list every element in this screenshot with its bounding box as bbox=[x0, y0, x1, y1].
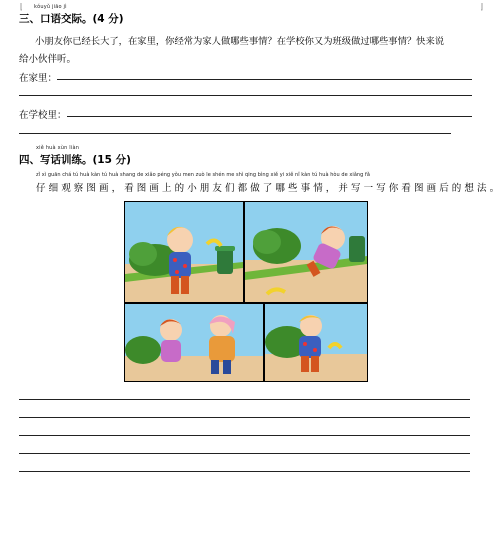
writing-line-4[interactable] bbox=[19, 453, 470, 454]
answer-line-home-2[interactable] bbox=[19, 95, 472, 96]
section4-heading: 四、写话训练。(15 分) bbox=[19, 154, 131, 166]
comic-panel-4 bbox=[265, 304, 367, 381]
writing-line-1[interactable] bbox=[19, 399, 470, 400]
section4-pinyin-heading: xiě huà xùn liàn bbox=[36, 145, 80, 151]
label-home: 在家里： bbox=[19, 73, 58, 84]
writing-line-3[interactable] bbox=[19, 435, 470, 436]
comic-panel-3 bbox=[125, 304, 263, 381]
section4-instruction: 仔细观察图画，看图画上的小朋友们都做了哪些事情，并写一写你看图画后的想法。 bbox=[36, 183, 503, 194]
corner-mark-top-left bbox=[14, 3, 22, 11]
comic-panel-2 bbox=[245, 202, 367, 302]
answer-line-home-1[interactable] bbox=[57, 79, 472, 80]
writing-line-5[interactable] bbox=[19, 471, 470, 472]
comic-strip bbox=[124, 201, 368, 382]
answer-line-school-2[interactable] bbox=[19, 133, 451, 134]
answer-line-school-1[interactable] bbox=[67, 116, 472, 117]
comic-panel-1 bbox=[125, 202, 243, 302]
section4-pinyin-line: zǐ xì guān chá tú huà kàn tú huà shang de xiǎo péng yǒu men zuò le shén me shì qing bìng xiě yi xiě nǐ kàn tú huà hòu de xiǎng fǎ bbox=[36, 172, 370, 178]
label-school: 在学校里： bbox=[19, 110, 67, 121]
section3-question-line2: 给小伙伴听。 bbox=[19, 54, 77, 65]
section3-pinyin: kǒuyǔ jiāo jì bbox=[34, 4, 67, 10]
section3-heading: 三、口语交际。(4 分) bbox=[19, 13, 124, 25]
writing-line-2[interactable] bbox=[19, 417, 470, 418]
corner-mark-top-right bbox=[481, 3, 489, 11]
section3-question-line1: 小朋友你已经长大了，在家里，你经常为家人做哪些事情？在学校你又为班级做过哪些事情？快来说 bbox=[35, 36, 445, 47]
